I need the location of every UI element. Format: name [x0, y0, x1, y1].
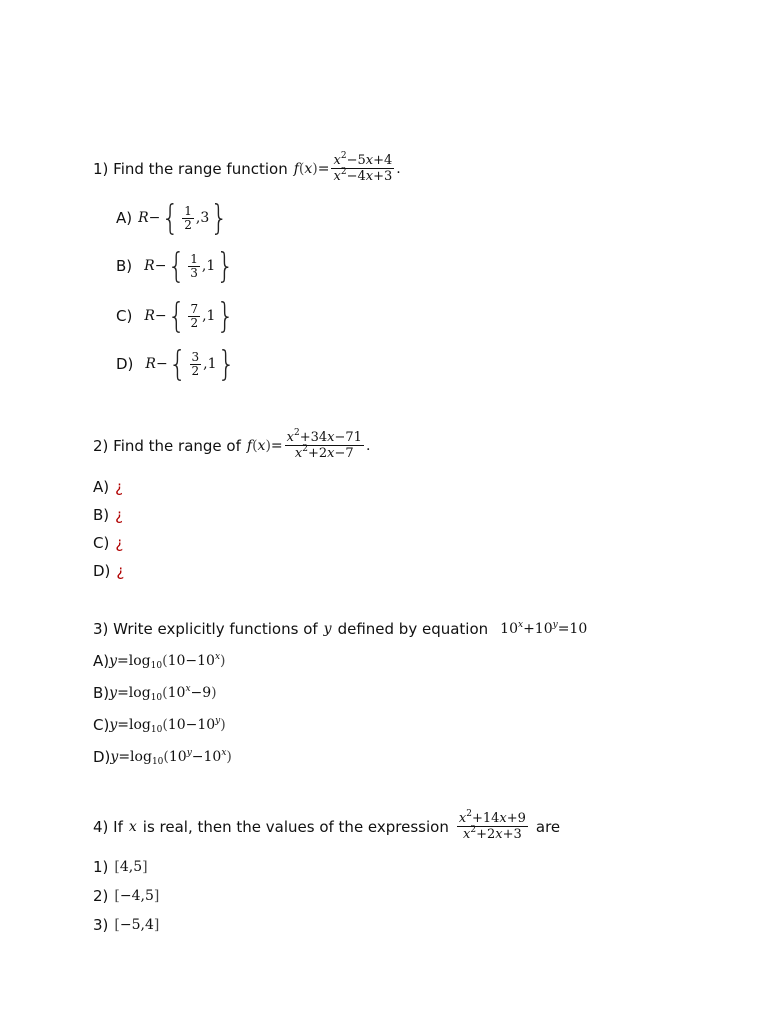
q3-option-d[interactable]: D) $y=\log_{10}(10^y-10^x)$	[93, 748, 232, 767]
q2-option-c[interactable]: C) ¿	[93, 534, 124, 552]
q2-option-b[interactable]: B) ¿	[93, 506, 124, 524]
q3-option-c[interactable]: C) $y=\log_{10}(10-10^y)$	[93, 716, 226, 735]
q4-option-1[interactable]: 1) [4,5]	[93, 858, 148, 876]
question-1	[93, 153, 401, 185]
q1-option-b[interactable]: B) R− { $\frac{1}{3}$ , 1 }	[116, 244, 235, 286]
question-3: 3) Write explicitly functions of y defined by equation $10^x+10^y=10$	[93, 620, 588, 638]
q1-option-d[interactable]: D) R− { $\frac{3}{2}$ , 1 }	[116, 342, 236, 384]
q3-option-a[interactable]: A) $y=\log_{10}(10-10^x)$	[93, 652, 226, 671]
q4-option-3[interactable]: 3) [−5,4]	[93, 916, 160, 934]
question-3-text: 3) Write explicitly functions of	[93, 620, 318, 638]
question-1-formula: f(x)= $\frac{x^2-5x+4}{x^2-4x+3}$ .	[293, 151, 401, 184]
question-2-formula: f(x)= $\frac{x^2+34x-71}{x^2+2x-7}$ .	[246, 428, 371, 461]
q1-option-a[interactable]: A) R− { $\frac{1}{2}$ , 3 }	[116, 196, 229, 238]
question-4: 4) If x is real, then the values of the expression $\frac{x^2+14x+9}{x^2+2x+3}$ are	[93, 809, 561, 842]
question-2-text: 2) Find the range of	[93, 437, 241, 455]
question-3-equation: $10^x+10^y=10$	[500, 620, 588, 637]
q1-option-c[interactable]: C) R− { $\frac{7}{2}$ , 1 }	[116, 294, 235, 336]
question-1-text: 1) Find the range function	[93, 160, 288, 178]
question-2	[93, 430, 370, 462]
q2-option-d[interactable]: D) ¿	[93, 562, 125, 580]
q2-option-a[interactable]: A) ¿	[93, 478, 124, 496]
q4-option-2[interactable]: 2) [−4,5]	[93, 887, 160, 905]
q3-option-b[interactable]: B) $y=\log_{10}(10^x-9)$	[93, 684, 217, 703]
question-4-expression: $\frac{x^2+14x+9}{x^2+2x+3}$	[458, 809, 526, 842]
